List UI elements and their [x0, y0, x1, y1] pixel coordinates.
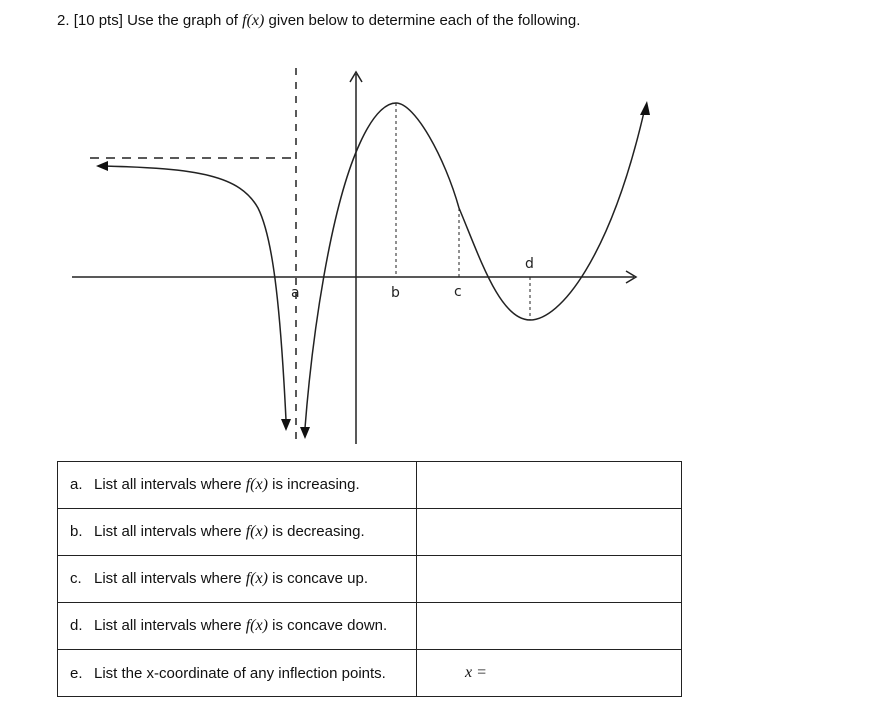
prompt-function: f(x)	[245, 570, 268, 587]
answer-cell[interactable]	[417, 603, 682, 650]
answer-cell[interactable]	[417, 462, 682, 509]
prompt-text-end: is concave down.	[272, 617, 388, 634]
prompt-text: List all intervals where	[94, 476, 242, 493]
question-text-before: Use the graph of	[127, 12, 238, 29]
prompt-cell	[58, 509, 417, 556]
table-row	[58, 462, 682, 509]
curve-left-arrow-down	[281, 419, 291, 431]
question-number: 2.	[57, 12, 70, 29]
item-letter: c.	[70, 570, 82, 587]
prompt-text: List the x-coordinate of any inflection points.	[94, 664, 386, 682]
curve-left-branch	[100, 166, 286, 420]
question-heading	[57, 12, 580, 30]
prompt-text-end: is increasing.	[272, 476, 360, 493]
question-text-after: given below to determine each of the following.	[268, 12, 581, 29]
prompt-text: List all intervals where	[94, 617, 242, 634]
item-letter: e.	[70, 664, 83, 682]
prompt-cell	[58, 603, 417, 650]
curve-left-arrow-left	[96, 161, 108, 171]
prompt-function: f(x)	[245, 617, 268, 634]
item-letter: b.	[70, 523, 83, 540]
answer-cell[interactable]	[417, 509, 682, 556]
curve-right-arrow-up	[640, 101, 650, 115]
prompt-cell	[58, 650, 417, 697]
prompt-text-end: is concave up.	[272, 570, 368, 587]
curve-right-arrow-down	[300, 427, 310, 439]
item-letter: d.	[70, 617, 83, 634]
table-row	[58, 509, 682, 556]
answer-table	[57, 461, 682, 697]
label-c: c	[454, 284, 462, 300]
prompt-text-end: is decreasing.	[272, 523, 365, 540]
label-b: b	[391, 285, 400, 301]
item-letter: a.	[70, 476, 83, 493]
answer-cell[interactable]	[417, 556, 682, 603]
label-d: d	[525, 256, 534, 272]
table-row	[58, 556, 682, 603]
table-row	[58, 650, 682, 697]
prompt-text: List all intervals where	[94, 570, 242, 587]
question-points: [10 pts]	[73, 12, 123, 29]
function-graph	[60, 58, 660, 450]
prompt-function: f(x)	[245, 476, 268, 493]
question-function: f(x)	[242, 12, 265, 29]
label-a: a	[291, 285, 300, 301]
prompt-function: f(x)	[245, 523, 268, 540]
answer-cell[interactable]: x =	[417, 650, 682, 697]
prompt-text: List all intervals where	[94, 523, 242, 540]
prompt-cell	[58, 556, 417, 603]
prompt-cell	[58, 462, 417, 509]
table-row	[58, 603, 682, 650]
